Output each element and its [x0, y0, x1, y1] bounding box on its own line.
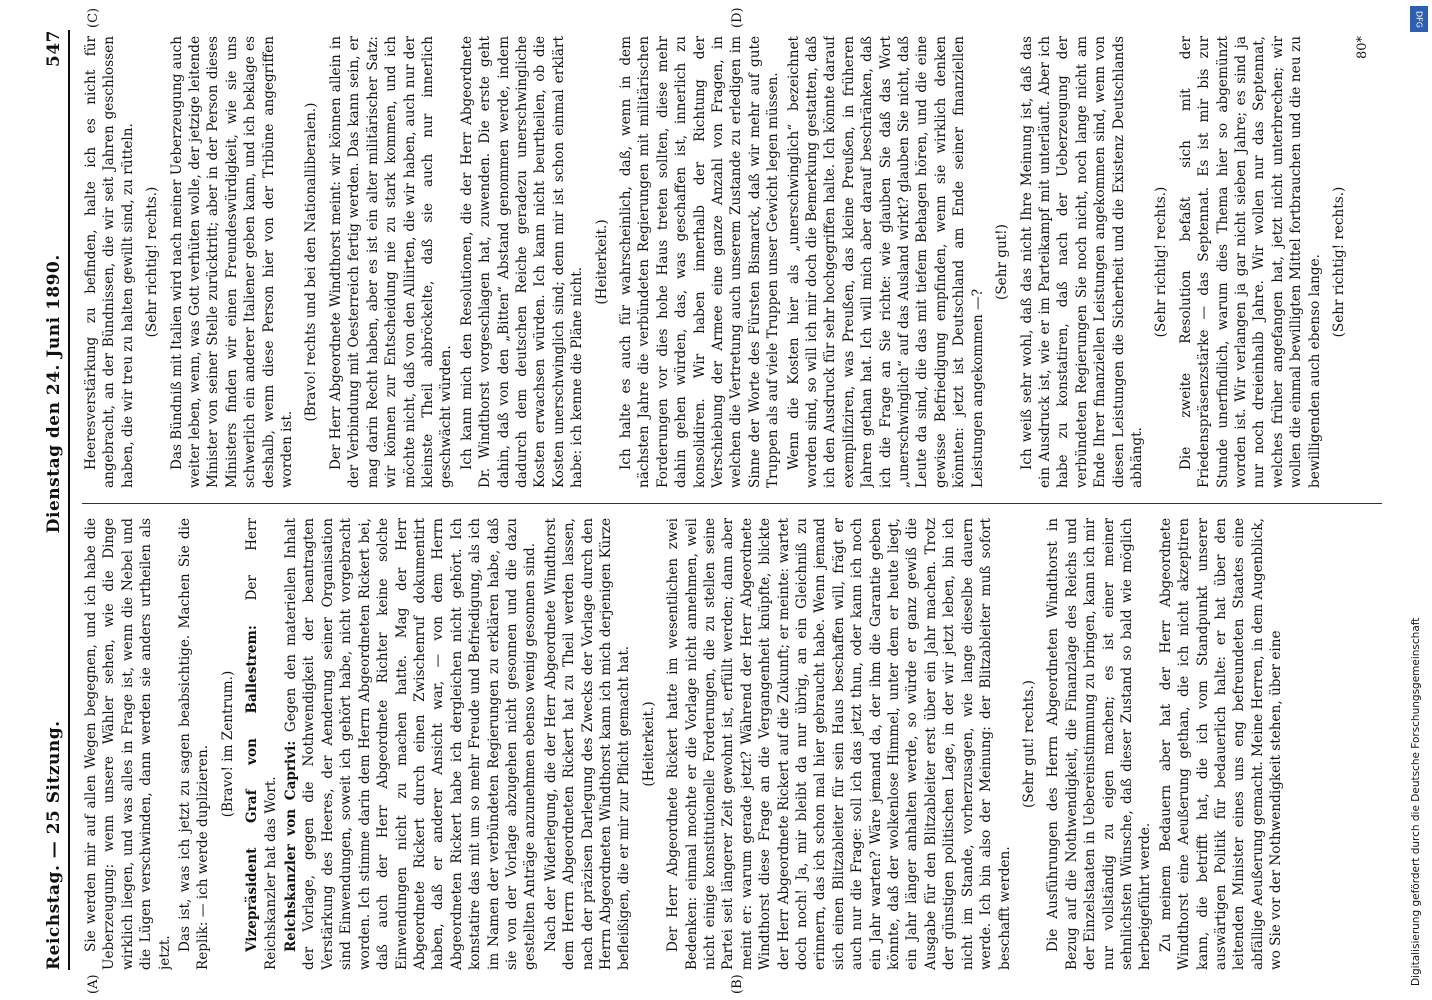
interjection: (Sehr gut! rechts.) [1020, 680, 1037, 808]
interjection: (Sehr richtig! rechts.) [1331, 186, 1347, 338]
left-column [82, 518, 1382, 970]
paragraph [458, 36, 587, 488]
paragraph [785, 36, 987, 488]
interjection: (Sehr richtig! rechts.) [144, 186, 161, 338]
paragraph-text: Das ist, was ich jetzt zu sagen beabsichtige. Machen Sie die Replik: — ich werde duplizieren. [177, 518, 212, 970]
page-header [30, 30, 70, 970]
column-divider [82, 503, 1382, 504]
margin-mark-c: (C) [86, 7, 101, 28]
right-column [82, 36, 1382, 488]
document-page [30, 7, 1400, 994]
paragraph-text: Zu meinem Bedauern aber hat der Herr Abgeordnete Windthorst eine Aeußerung gethan, die ich nicht akzeptiren kann, die betrifft hat, die ich vom Standpunkt unserer auswärtigen Politik für bedauerlich halte: er hat über den leitenden Minister eines uns eng befreundeten Staates eine abfällige Aeußerung gemacht. Meine Herren, in dem Augenblick, wo Sie vor der Nothwendigkeit stehen, über eine [1157, 518, 1285, 970]
header-center: Dienstag den 24. Juni 1890. [44, 254, 64, 534]
paragraph-text: Wenn die Kosten hier als „unerschwinglich“ bezeichnet worden sind, so will ich mir doch die Bemerkung gestatten, daß ich den Ausdruck für sehr hochgegriffen halte. Ich könnte darauf exemplifiziren, was Preußen, das kleine Preußen, in früheren Jahren gethan hat. Ich will mich aber darauf beschränken, daß ich die Frage an Sie richte: wie glauben Sie daß das Wort „unerschwinglich“ auf das Ausland wirkt? glauben Sie nicht, daß Leute da sind, die das mit tiefem Behagen hören, und die eine gewisse Befriedigung empfinden, wenn sie wirklich denken könnten: jetzt ist Deutschland am Ende seiner finanziellen Leistungen angekommen —? [785, 36, 986, 488]
interjection: (Sehr richtig! rechts.) [1153, 186, 1170, 338]
margin-mark-b: (B) [730, 974, 745, 994]
paragraph-text: Heeresverstärkung zu befinden, halte ich es nicht für angebracht, an der Bündnissen, die wir seit Jahren geschlossen haben, die wir treu zu halten gewillt sind, zu rütteln. [83, 36, 136, 488]
paragraph [82, 518, 174, 970]
paragraph [1177, 36, 1324, 488]
dfg-logo: DFG [1410, 6, 1428, 32]
digitization-note [1410, 6, 1424, 986]
paragraph-text: Ich kann mich den Resolutionen, die der Herr Abgeordnete Dr. Windthorst vorgeschlagen hat, zuwenden. Die erste geht dahin, daß von den „Bitten“ Abstand genommen werde, indem dadurch dem deutschen Reiche geradezu unerschwingliche Kosten erwachsen würden. Ich kann nicht beurtheilen, ob die Kosten unerschwinglich sind; denn mir ist schon einmal erklärt habe: ich kenne die Pläne nicht. [458, 36, 586, 488]
paragraph [1044, 518, 1154, 970]
paragraph [327, 36, 456, 488]
paragraph-text: Sie werden mir auf allen Wegen begegnen, und ich habe die Ueberzeugung: wenn unsere Wähler sehen, wie die Dinge wirklich liegen, und was alles in Frage ist, wenn die Nebel und die Lügen verschwinden, dann werden sie anders urtheilen als jetzt. [83, 518, 173, 970]
paragraph [542, 518, 634, 970]
margin-mark-d: (D) [730, 7, 745, 28]
paragraph-text: Gegen den materiellen Inhalt der Vorlage, gegen die Nothwendigkeit der beantragten Verstärkung des Heeres, der Aenderung seiner Organisation sind Einwendungen, soweit ich gehört habe, nicht vorgebracht worden. Ich stimme darin dem Herrn Abgeordneten Rickert bei, daß auch der Herr Abgeordnete Richter keine solche Einwendungen nicht zu machen hatte. Mag der Herr Abgeordnete Rickert durch einen Zwischenruf dokumentirt haben, daß er anderer Ansicht war, — von dem Herrn Abgeordneten Rickert habe ich dergleichen nicht gehört. Ich konstatire das mit um so mehr Freude und Befriedigung, als ich im Namen der verbündeten Regierungen zu erklären habe, daß sie von der Vorlage abzugehen nicht gesonnen und die dazu gestellten Anträge anzunehmen ebenso wenig gesonnen sind. [283, 518, 539, 970]
paragraph-text: Ich weiß sehr wohl, daß das nicht Ihre Meinung ist, daß das ein Ausdruck ist, wie er im Parteikampf mit unterläuft. Aber ich habe zu konstatiren, daß nach der Ueberzeugung der verbündeten Regierungen Sie noch nicht, noch lange nicht am Ende Ihrer finanziellen Leistungen angekommen sind, wenn von diesen Leistungen die Sicherheit und die Existenz Deutschlands abhängt. [1018, 36, 1145, 488]
page-number: 547 [44, 30, 64, 67]
paragraph-text: Die zweite Resolution befaßt sich mit der Friedenspräsenzstärke — das Septennat. Es ist mir bis zur Stunde unerfindlich, warum dies Thema hier so abgemünzt worden ist. Wir verlangen ja gar nicht sieben Jahre; es sind ja nur noch dreieinhalb Jahre. Wir wollen nur das Septennat, welches früher angefangen hat, jetzt nicht unterbrechen; wir wollen die einmal bewilligten Mittel fortbrauchen und die neu zu bewilligenden auch ebenso lange. [1177, 36, 1323, 488]
paragraph-text: Ich halte es auch für wahrscheinlich, daß, wenn in dem nächsten Jahre die verbündeten Regierungen mit militärischen Forderungen vor dies hohe Haus treten sollten, diese mehr dahin gehen würden, das, was geschaffen ist, innerlich zu konsolidiren. Wir haben innerhalb der Richtung der Verschiebung der Armee eine ganze Anzahl von Fragen, in welchen die Vertretung auch unserem Zustande zu erledigen im Sinne der Worte des Fürsten Bismarck, daß wir mehr auf gute Truppen als auf viele Truppen unser Gewicht legen müssen. [617, 36, 782, 488]
interjection: (Heiterkeit.) [640, 701, 657, 787]
paragraph [664, 518, 1014, 970]
paragraph-text: Nach der Widerlegung, die der Herr Abgeordnete Windthorst dem Herrn Abgeordneten Rickert hat zu Theil werden lassen, nach der präzisen Darlegung des Zwecks der Vorlage durch den Herrn Abgeordneten Windthorst kann ich mich derjenigen Kürze befleißigen, die er mir zur Pflicht gemacht hat. [542, 518, 633, 970]
paragraph [176, 518, 213, 970]
paragraph-text: Die Ausführungen des Herrn Abgeordneten Windthorst in Bezug auf die Nothwendigkeit, die Finanzlage des Reichs und der Einzelstaaten in Uebereinstimmung zu bringen, kann ich mir nur vollständig zu eigen machen; es ist einer meiner sehnlichsten Wünsche, daß dieser Zustand so bald wie möglich herbeigeführt werde. [1045, 518, 1154, 970]
paragraph [1157, 518, 1286, 970]
interjection: (Bravo! im Zentrum.) [219, 670, 236, 818]
interjection: (Heiterkeit.) [593, 219, 610, 305]
margin-mark-a: (A) [86, 974, 101, 994]
paragraph-text: Der Herr Abgeordnete Windthorst meint: wir können allein in der Verbindung mit Oesterreich fertig werden. Das kann sein, er mag darin Recht haben, aber es ist ein alter militärischer Satz: wir können zur Entscheidung nie zu stark kommen, und ich möchte nicht, daß von den Alliirten, die wir haben, auch nur der kleinste Theil abbröckelte, daß sie auch nur innerlich geschwächt würden. [327, 36, 455, 488]
paragraph [617, 36, 783, 488]
speaker-name: Reichskanzler von Caprivi: [283, 732, 300, 952]
paragraph [168, 36, 297, 488]
paragraph [1018, 36, 1147, 488]
paragraph-text: Der Herr Abgeordnete Rickert hatte im wesentlichen zwei Bedenken: einmal mochte er die Vorlage nicht annehmen, weil nicht einige konstitutionelle Forderungen, die zu stellen seine Partei seit längerer Zeit gewohnt ist, erfüllt werden; dann aber meint er: warum gerade jetzt? Während der Herr Abgeordnete Windthorst diese Frage an die Vergangenheit knüpfte, blickte der Herr Abgeordnete Rickert auf die Zukunft; er meinte: wartet doch noch! Ja, mir bleibt da nur übrig, an ein Gleichniß zu erinnern, das ich schon mal hier gebraucht habe. Wenn jemand sich einen Blitzableiter für sein Haus beschaffen will, frägt er auch nur die Frage: soll ich das jetzt thun, oder kann ich noch ein Jahr warten? Wäre jemand da, der ihm die Garantie geben könnte, daß der wolkenlose Himmel, unter dem er heute liegt, ein Jahr länger anhalten werde, so würde er ganz gewiß die Ausgabe für den Blitzableiter erst über ein Jahr machen. Trotz der günstigen politischen Lage, in der wir jetzt leben, bin ich nicht im Stande, vorherzusagen, wie lange dieselbe dauern werde. Ich bin also der Meinung: der Blitzableiter muß sofort beschafft werden. [665, 518, 1013, 970]
interjection: (Sehr gut!) [994, 224, 1011, 300]
digitization-note-text: Digitalisierung gefördert durch die Deutsche Forschungsgemeinschaft [1410, 617, 1422, 986]
paragraph [243, 518, 280, 970]
paragraph-text: Der Herr Reichskanzler hat das Wort. [244, 518, 279, 970]
header-left: Reichstag. — 25 Sitzung. [44, 720, 64, 970]
paragraph [282, 518, 540, 970]
interjection: (Bravo! rechts und bei den Nationalliberalen.) [303, 102, 320, 422]
signature-mark: 80* [1355, 36, 1371, 60]
paragraph [82, 36, 137, 488]
paragraph-text: Das Bündniß mit Italien wird nach meiner Ueberzeugung auch weiter leben, wenn, was Gott verhüten wolle, der jetzige leitende Minister von seiner Stelle zurücktritt; aber in der Person dieses Ministers finden wir einen Freundeswürdigkeit, wie sie uns schwerlich ein anderer Italiener geben kann, und ich beklage es deshalb, wenn diese Person hier von der Tribüne angegriffen worden ist. [168, 36, 296, 488]
speaker-name: Vizepräsident Graf von Ballestrem: [244, 600, 261, 952]
